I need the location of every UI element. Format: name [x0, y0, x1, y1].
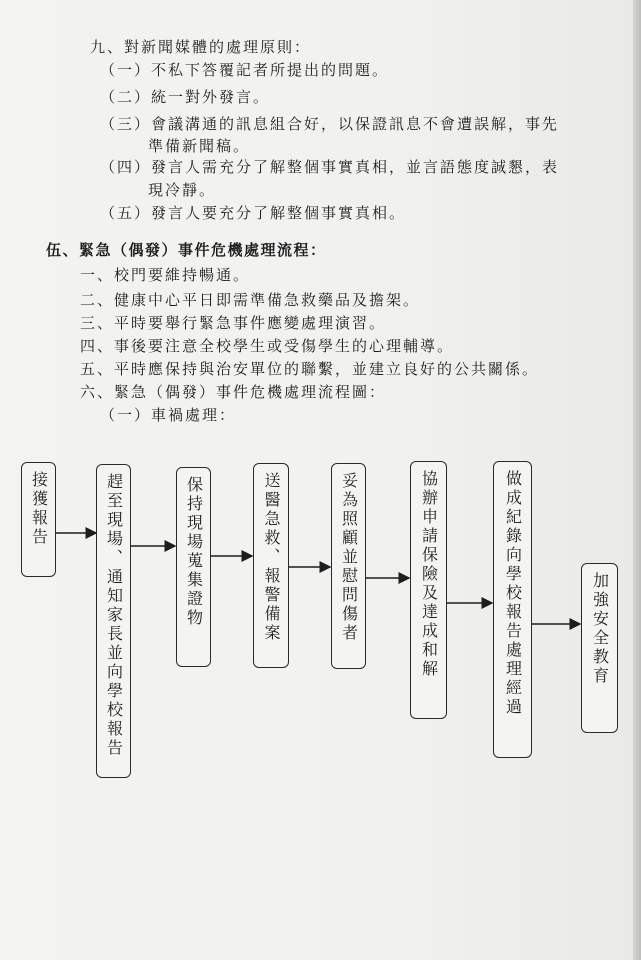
flow-step-receive-report: [21, 462, 56, 577]
emergency-item-3: 三、平時要舉行緊急事件應變處理演習。: [80, 314, 387, 332]
flow-step-go-to-scene: [96, 464, 131, 778]
flow-step-label: 送醫急救、報警備案: [262, 472, 281, 643]
emergency-item-5: 五、平時應保持與治安單位的聯繫，並建立良好的公共關係。: [80, 360, 540, 378]
emergency-item-1: 一、校門要維持暢通。: [80, 266, 251, 284]
flow-step-hospital-police: [253, 463, 289, 668]
flow-step-label: 加強安全教育: [590, 572, 610, 686]
car-accident-subheading: （一）車禍處理：: [100, 406, 237, 424]
emergency-section-title: 伍、緊急（偶發）事件危機處理流程：: [46, 241, 327, 259]
item-number: （一）: [100, 61, 152, 79]
emergency-item-6: 六、緊急（偶發）事件危機處理流程圖：: [80, 383, 387, 401]
media-principle-3-continuation: 準備新聞稿。: [148, 137, 251, 155]
flow-step-care-for-injured: [331, 463, 366, 669]
flow-step-preserve-scene: [176, 467, 211, 667]
item-text: 發言人需充分了解整個事實真相，並言語態度誠懇，表: [151, 158, 560, 176]
flow-step-record-report: [493, 461, 532, 758]
item-text: 統一對外發言。: [151, 88, 271, 106]
flow-step-label: 接獲報告: [29, 471, 49, 547]
item-text: 不私下答覆記者所提出的問題。: [151, 61, 390, 79]
flow-step-safety-education: [581, 563, 618, 733]
item-number: （四）: [100, 158, 152, 176]
item-number: （二）: [100, 88, 152, 106]
media-principle-4-continuation: 現冷靜。: [148, 181, 217, 199]
flow-step-label: 妥為照顧並慰問傷者: [339, 472, 359, 643]
flow-step-label: 趕至現場、通知家長並向學校報告: [104, 473, 124, 758]
flow-step-insurance-settlement: [410, 461, 447, 719]
item-number: （五）: [100, 204, 152, 222]
emergency-item-2: 二、健康中心平日即需準備急救藥品及擔架。: [80, 291, 421, 309]
item-text: 發言人要充分了解整個事實真相。: [151, 204, 407, 222]
emergency-item-4: 四、事後要注意全校學生或受傷學生的心理輔導。: [80, 337, 455, 355]
flow-step-label: 協辦申請保險及達成和解: [419, 470, 439, 679]
item-number: （三）: [100, 115, 152, 133]
item-text: 會議溝通的訊息組合好，以保證訊息不會遭誤解，事先: [151, 115, 560, 133]
flow-step-label: 保持現場蒐集證物: [184, 476, 204, 628]
flow-step-label: 做成紀錄向學校報告處理經過: [503, 470, 523, 717]
media-principles-title: 九、對新聞媒體的處理原則：: [90, 38, 312, 56]
